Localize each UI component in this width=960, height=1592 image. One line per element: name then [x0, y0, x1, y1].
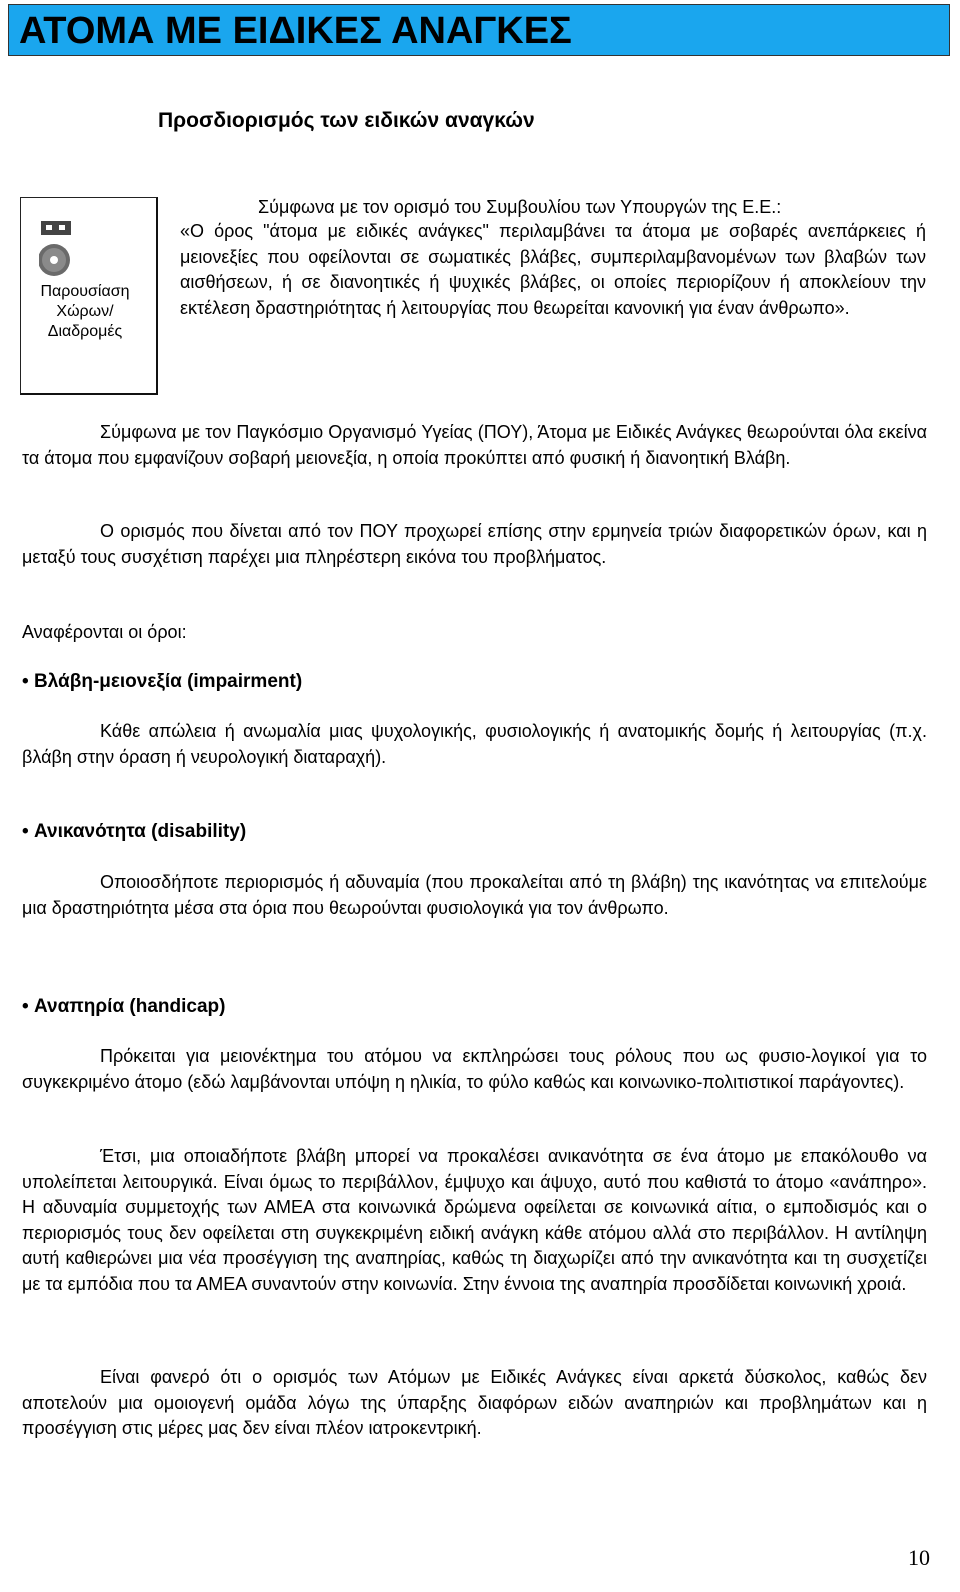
sidebar-nav-label	[21, 282, 149, 342]
conclusion-paragraph: Είναι φανερό ότι ο ορισμός των Ατόμων με Ειδικές Ανάγκες είναι αρκετά δύσκολος, καθώς δεν αποτελούν μια ομοιογενή ομάδα λόγω της ύπαρξης διαφόρων ειδών αναπηριών και προβλημάτων και η προσέγγιση στις μέρες μας δεν είναι πλέον ιατροκεντρική.	[22, 1367, 927, 1438]
page-number: 10	[908, 1545, 930, 1570]
term-heading-text: Ανικανότητα (disability)	[34, 821, 247, 842]
term-heading-text: Αναπηρία (handicap)	[34, 996, 226, 1017]
term-heading-handicap	[22, 994, 225, 1019]
thus-paragraph: Έτσι, μια οποιαδήποτε βλάβη μπορεί να προκαλέσει ανικανότητα σε ένα άτομο με επακόλουθο να υπολείπεται λειτουργικά. Είναι όμως το περιβάλλον, έμψυχο και άψυχο, αυτό που καθιστά το άτομο «ανάπηρο». Η αδυναμία συμμετοχής των ΑΜΕΑ στα κοινωνικά δρώμενα οφείλεται σε κοινωνικά αίτια, ο εμποδισμός και ο περιορισμός τους δεν οφείλεται στη συγκεκριμένη ειδική ανάγκη κάθε ατόμου αλλά στο περιβάλλον. Η αντίληψη αυτή καθιερώνει μια νέα προσέγγιση της αναπηρίας, καθώς τη διαχωρίζει από την ανικανότητα και τη συσχετίζει με τα εμπόδια που τα ΑΜΕΑ συναντούν στην κοινωνία. Στην έννοια της αναπηρία προσδίδεται κοινωνική χροιά.	[22, 1146, 927, 1294]
sidebar-label-line: Παρουσίαση	[40, 283, 130, 300]
who-paragraph: Σύμφωνα με τον Παγκόσμιο Οργανισμό Υγείας (ΠΟΥ), Άτομα με Ειδικές Ανάγκες θεωρούνται όλα εκείνα τα άτομα που εμφανίζουν σοβαρή μειονεξία, η οποία προκύπτει από φυσική ή διανοητική Βλάβη.	[22, 422, 927, 468]
term-text-disability: Οποιοσδήποτε περιορισμός ή αδυναμία (που προκαλείται από τη βλάβη) της ικανότητας να επιτελούμε μια δραστηριότητα μέσα στα όρια που θεωρούνται φυσιολογικά για τον άνθρωπο.	[22, 872, 927, 918]
bullet-icon: •	[22, 671, 29, 692]
bullet-icon: •	[22, 996, 29, 1017]
council-definition-quote: «Ο όρος "άτομα με ειδικές ανάγκες" περιλαμβάνει τα άτομα με σοβαρές ανεπάρκειες ή μειονεξίες που οφείλονται σε σωματικές βλάβες, συμπεριλαμβανομένων των βλαβών των αισθήσεων, ή σε διανοητικές ή ψυχικές βλάβες, οι οποίες περιορίζουν ή αποκλείουν την εκτέλεση δραστηριότητας ή λειτουργίας που θεωρείται κανονική για έναν άνθρωπο».	[180, 221, 926, 318]
title-banner	[8, 4, 950, 56]
term-text-handicap: Πρόκειται για μειονέκτημα του ατόμου να εκπληρώσει τους ρόλους που ως φυσιο-λογικοί για το συγκεκριμένο άτομο (εδώ λαμβάνονται υπόψη η ηλικία, το φύλο καθώς και κοινωνικο-πολιτιστικοί παράγοντες).	[22, 1046, 927, 1092]
term-heading-disability	[22, 819, 246, 844]
sidebar-label-line: Χώρων/	[56, 303, 114, 320]
term-heading-text: Βλάβη-μειονεξία (impairment)	[34, 671, 303, 692]
definition-paragraph: Ο ορισμός που δίνεται από τον ΠΟΥ προχωρεί επίσης στην ερμηνεία τριών διαφορετικών όρων, και η μεταξύ τους συσχέτιση παρέχει μια πληρέστερη εικόνα του προβλήματος.	[22, 521, 927, 567]
council-intro: Σύμφωνα με τον ορισμό του Συμβουλίου των Υπουργών της Ε.Ε.:	[258, 197, 782, 217]
sidebar-nav-box[interactable]	[20, 197, 158, 395]
section-subtitle: Προσδιορισμός των ειδικών αναγκών	[158, 109, 535, 132]
term-text-impairment: Κάθε απώλεια ή ανωμαλία μιας ψυχολογικής, φυσιολογικής ή ανατομικής δομής ή λειτουργίας (π.χ. βλάβη στην όραση ή νευρολογική διαταραχή).	[22, 721, 927, 767]
terms-intro: Αναφέρονται οι όροι:	[22, 622, 187, 642]
cd-disc-icon	[39, 218, 79, 288]
term-heading-impairment	[22, 669, 302, 694]
bullet-icon: •	[22, 821, 29, 842]
sidebar-label-line: Διαδρομές	[47, 323, 123, 340]
page-title: ΑΤΟΜΑ ΜΕ ΕΙΔΙΚΕΣ ΑΝΑΓΚΕΣ	[19, 10, 572, 52]
